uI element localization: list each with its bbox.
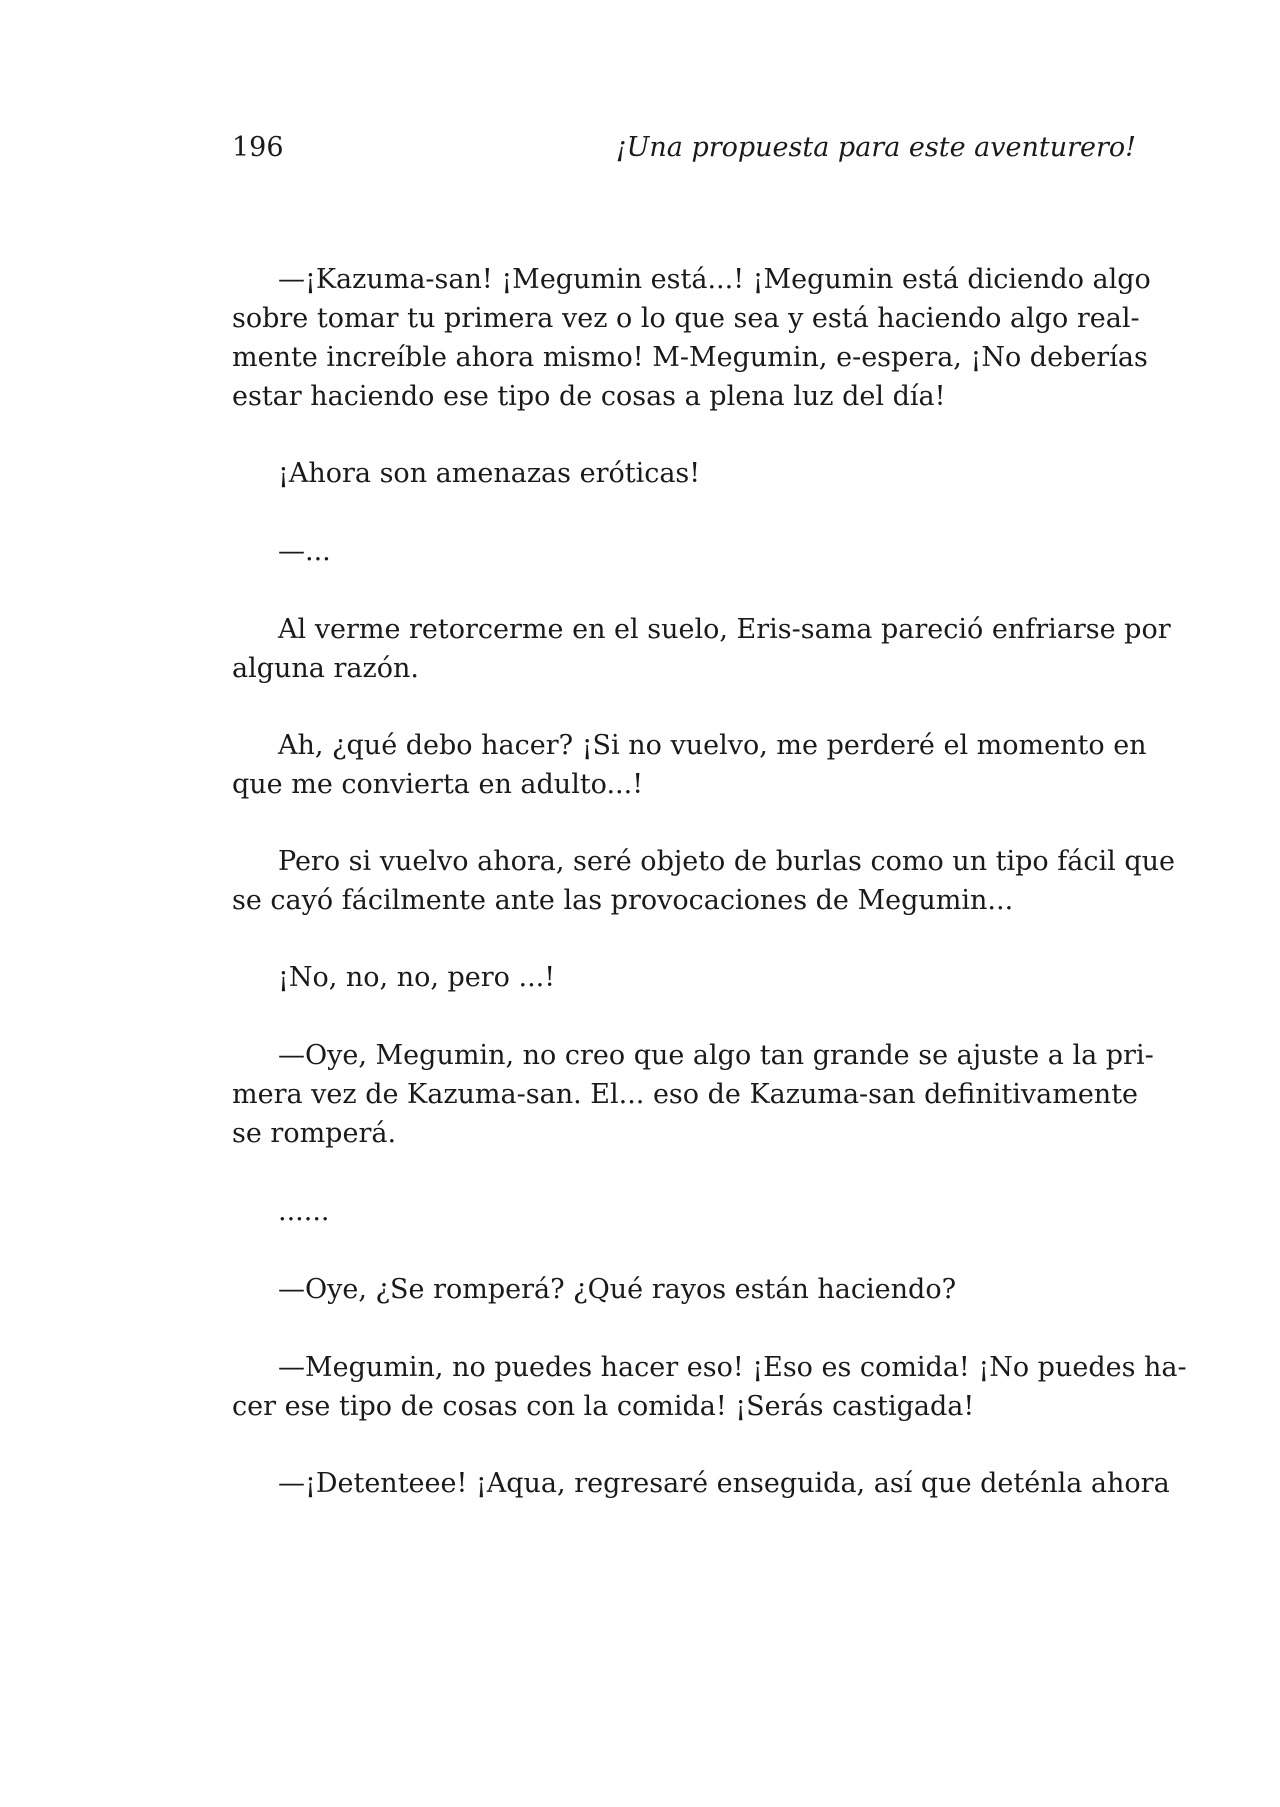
paragraph — [232, 726, 1147, 804]
text-line: cer ese tipo de cosas con la comida! ¡Serás castigada! — [232, 1391, 975, 1422]
text-line: Pero si vuelvo ahora, seré objeto de burlas como un tipo fácil que — [278, 846, 1175, 877]
paragraph — [232, 1464, 1170, 1503]
page-number: 196 — [232, 132, 284, 163]
text-line: —¡Detenteee! ¡Aqua, regresaré enseguida, así que deténla ahora — [278, 1468, 1170, 1499]
text-line: —¡Kazuma-san! ¡Megumin está...! ¡Megumin está diciendo algo — [278, 264, 1151, 295]
paragraph — [232, 454, 1136, 493]
text-line: ¡No, no, no, pero ...! — [278, 962, 556, 993]
paragraph — [232, 610, 1171, 688]
text-line: ...... — [278, 1196, 330, 1227]
text-line: —Oye, ¿Se romperá? ¿Qué rayos están haciendo? — [278, 1274, 957, 1305]
paragraph — [232, 532, 1136, 571]
paragraph — [232, 1036, 1154, 1153]
text-line: mente increíble ahora mismo! M-Megumin, e-espera, ¡No deberías — [232, 342, 1148, 373]
text-line: —Megumin, no puedes hacer eso! ¡Eso es comida! ¡No puedes ha- — [278, 1352, 1187, 1383]
text-line: Ah, ¿qué debo hacer? ¡Si no vuelvo, me perderé el momento en — [278, 730, 1147, 761]
text-line: —... — [278, 536, 331, 567]
text-line: ¡Ahora son amenazas eróticas! — [278, 458, 701, 489]
text-line: que me convierta en adulto...! — [232, 769, 644, 800]
paragraph — [232, 260, 1151, 416]
paragraph — [232, 842, 1175, 920]
page-header — [232, 128, 1136, 168]
paragraph — [232, 1270, 1136, 1309]
text-line: —Oye, Megumin, no creo que algo tan grande se ajuste a la pri- — [278, 1040, 1154, 1071]
text-line: se cayó fácilmente ante las provocaciones de Megumin... — [232, 885, 1014, 916]
text-line: estar haciendo ese tipo de cosas a plena luz del día! — [232, 381, 946, 412]
text-line: sobre tomar tu primera vez o lo que sea y está haciendo algo real- — [232, 303, 1140, 334]
text-line: Al verme retorcerme en el suelo, Eris-sama pareció enfriarse por — [278, 614, 1171, 645]
paragraph — [232, 958, 1136, 997]
text-line: se romperá. — [232, 1118, 397, 1149]
text-line: alguna razón. — [232, 653, 419, 684]
text-line: mera vez de Kazuma-san. El... eso de Kazuma-san definitivamente — [232, 1079, 1139, 1110]
running-title: ¡Una propuesta para este aventurero! — [615, 132, 1136, 163]
paragraph — [232, 1192, 1136, 1231]
paragraph — [232, 1348, 1187, 1426]
